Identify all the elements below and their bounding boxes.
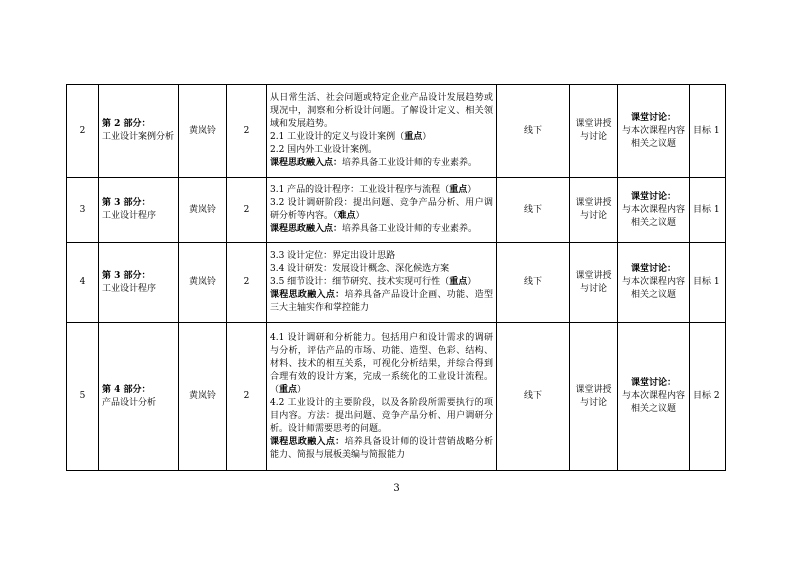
table-body (67, 85, 726, 471)
teacher-cell (179, 178, 227, 243)
teaching-method: 课堂讲授与讨论 (575, 270, 612, 294)
method-cell (570, 85, 618, 178)
row-number-cell (67, 323, 99, 471)
emphasis-tag: 难点 (337, 211, 356, 221)
emphasis-tag: 重点 (449, 185, 468, 195)
content-line (270, 92, 493, 131)
content-line (270, 197, 493, 223)
assignment-title: 课堂讨论： (630, 264, 676, 274)
content-line (270, 223, 493, 236)
assignment-title: 课堂讨论： (630, 112, 676, 123)
mode-cell (497, 85, 570, 178)
part-title: 第 3 部分： (102, 270, 151, 281)
emphasis-tag: 重点 (404, 132, 423, 142)
content-line (270, 263, 493, 276)
ideology-label: 课程思政融入点： (270, 290, 345, 300)
content-text: 培养具备产品设计企画、功能、造型三大主轴实作和掌控能力 (270, 290, 493, 313)
course-goal: 目标 2 (693, 391, 720, 401)
teacher-name: 黄岚铃 (188, 204, 216, 215)
assignment-cell (618, 85, 690, 178)
assignment-text: 与本次课程内容相关之议题 (621, 204, 685, 228)
part-name: 工业设计程序 (102, 283, 157, 294)
part-cell (99, 178, 179, 243)
content-cell (267, 85, 497, 178)
emphasis-tag: 重点 (449, 277, 468, 287)
content-line (270, 250, 493, 263)
part-cell (99, 323, 179, 471)
teacher-name: 黄岚铃 (188, 125, 216, 136)
content-line (270, 436, 493, 462)
teaching-mode: 线下 (523, 391, 542, 401)
content-line (270, 397, 493, 436)
content-text: 从日常生活、社会问题或特定企业产品设计发展趋势或现况中，洞察和分析设计问题。了解设计定义、相关领域和发展趋势。 (270, 93, 493, 129)
row-number-cell (67, 178, 99, 243)
hours-cell (227, 85, 267, 178)
part-cell (99, 243, 179, 323)
row-number: 5 (79, 391, 86, 401)
method-cell (570, 178, 618, 243)
teacher-name: 黄岚铃 (188, 277, 216, 287)
table-row (67, 85, 726, 178)
content-line (270, 184, 493, 197)
part-name: 工业设计程序 (102, 211, 157, 221)
part-cell (99, 85, 179, 178)
row-number: 3 (79, 204, 86, 215)
assignment-cell (618, 243, 690, 323)
teaching-mode: 线下 (523, 277, 542, 287)
content-text: ） (467, 277, 477, 287)
row-number: 2 (79, 125, 86, 136)
content-text: 4.2 工业设计的主要阶段，以及各阶段所需要执行的项目内容。方法：提出问题、竞争产品分析、用户调研分析。设计师需要思考的问题。 (270, 397, 493, 434)
course-schedule-table (66, 84, 726, 471)
content-text: 3.2 设计调研阶段：提出问题、竞争产品分析、用户调研分析等内容。（ (270, 198, 493, 221)
teacher-cell (179, 323, 227, 471)
course-goal: 目标 1 (693, 125, 720, 136)
mode-cell (497, 323, 570, 471)
content-text: 3.3 设计定位：界定出设计思路 (270, 251, 396, 261)
row-number-cell (67, 85, 99, 178)
row-number-cell (67, 243, 99, 323)
part-title: 第 3 部分： (102, 198, 151, 208)
content-text: 培养具备设计师的设计营销战略分析能力、简报与展板美编与简报能力 (270, 436, 493, 460)
content-cell (267, 243, 497, 323)
hours-cell (227, 323, 267, 471)
content-line (270, 131, 493, 144)
course-goal: 目标 1 (693, 204, 720, 215)
content-cell (267, 323, 497, 471)
assignment-title: 课堂讨论： (630, 378, 676, 388)
content-text: 3.4 设计研发：发展设计概念、深化候选方案 (270, 264, 450, 274)
content-text: 培养具备工业设计师的专业素养。 (342, 158, 478, 168)
teaching-method: 课堂讲授与讨论 (575, 384, 612, 408)
mode-cell (497, 243, 570, 323)
content-line (270, 157, 493, 170)
method-cell (570, 243, 618, 323)
content-text: ） (467, 185, 477, 195)
content-line (270, 276, 493, 289)
content-text: ） (355, 211, 365, 221)
content-line (270, 332, 493, 397)
content-line (270, 144, 493, 157)
part-name: 工业设计案例分析 (102, 132, 175, 142)
table-row (67, 243, 726, 323)
content-line (270, 289, 493, 315)
part-title: 第 2 部分： (102, 119, 151, 129)
assignment-text: 与本次课程内容相关之议题 (621, 125, 685, 149)
ideology-label: 课程思政融入点： (270, 436, 345, 447)
table-row (67, 178, 726, 243)
assignment-text: 与本次课程内容相关之议题 (621, 391, 685, 414)
teaching-mode: 线下 (523, 125, 542, 136)
part-name: 产品设计分析 (102, 397, 157, 408)
content-text: ） (422, 132, 432, 142)
course-goal: 目标 1 (693, 277, 720, 287)
teaching-mode: 线下 (523, 204, 542, 215)
goal-cell (690, 323, 726, 471)
goal-cell (690, 243, 726, 323)
content-text: 3.1 产品的设计程序：工业设计程序与流程（ (270, 185, 450, 195)
hours-cell (227, 178, 267, 243)
row-number: 4 (79, 277, 86, 287)
content-text: 培养具备工业设计师的专业素养。 (342, 224, 478, 234)
assignment-text: 与本次课程内容相关之议题 (621, 277, 685, 300)
ideology-label: 课程思政融入点： (270, 224, 343, 234)
hours-value: 2 (243, 277, 250, 287)
teacher-cell (179, 243, 227, 323)
method-cell (570, 323, 618, 471)
assignment-title: 课堂讨论： (630, 191, 676, 202)
teacher-name: 黄岚铃 (188, 391, 216, 401)
assignment-cell (618, 178, 690, 243)
content-text: ） (297, 384, 307, 395)
assignment-cell (618, 323, 690, 471)
hours-cell (227, 243, 267, 323)
ideology-label: 课程思政融入点： (270, 158, 343, 168)
teaching-method: 课堂讲授与讨论 (575, 119, 612, 142)
content-cell (267, 178, 497, 243)
teaching-method: 课堂讲授与讨论 (575, 198, 612, 221)
goal-cell (690, 178, 726, 243)
content-text: 2.2 国内外工业设计案例。 (270, 145, 378, 155)
content-text: 3.5 细节设计：细节研究、技术实现可行性（ (270, 277, 450, 287)
hours-value: 2 (243, 204, 250, 215)
hours-value: 2 (243, 125, 250, 136)
hours-value: 2 (243, 391, 250, 401)
mode-cell (497, 178, 570, 243)
emphasis-tag: 重点 (279, 384, 298, 395)
table-row (67, 323, 726, 471)
teacher-cell (179, 85, 227, 178)
content-text: 4.1 设计调研和分析能力。包括用户和设计需求的调研与分析，评估产品的市场、功能、造型、色彩、结构、材料、技术的相互关系，可视化分析结果，并综合得到合理有效的设计方案，完成一系统化的工业设计流程。（ (270, 332, 493, 395)
page-number: 3 (393, 483, 400, 494)
content-text: 2.1 工业设计的定义与设计案例（ (270, 132, 405, 142)
part-title: 第 4 部分： (102, 384, 151, 395)
goal-cell (690, 85, 726, 178)
